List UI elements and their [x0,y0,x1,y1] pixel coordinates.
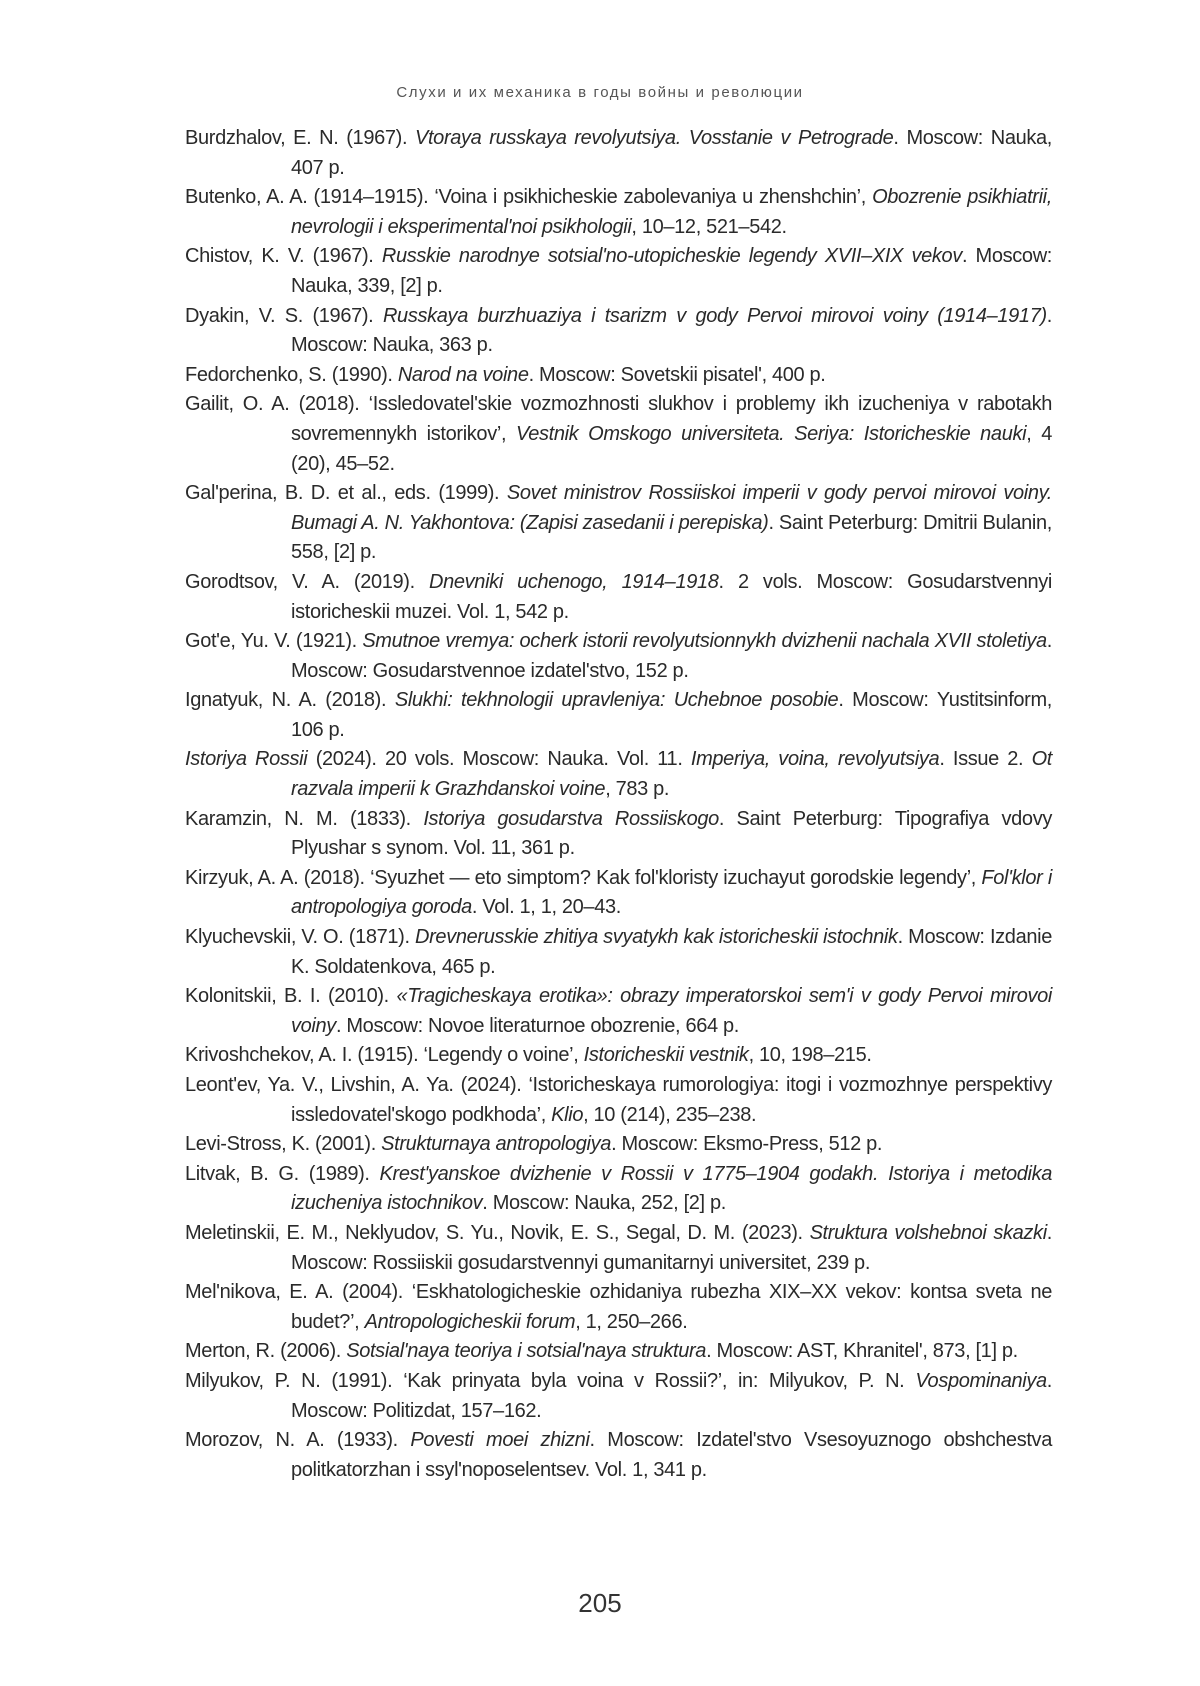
reference-text: Meletinskii, E. M., Neklyudov, S. Yu., Novik, E. S., Segal, D. M. (2023). [185,1222,810,1244]
reference-entry-merton [185,1337,1052,1367]
reference-entry-butenko [185,183,1052,242]
reference-entry-gote [185,627,1052,686]
reference-text: . Moscow: Nauka, 407 p. [291,127,1052,179]
reference-text: . Moscow: Gosudarstvennoe izdatel'stvo, 152 p. [291,630,1052,682]
reference-text: , 10, 198–215. [749,1044,872,1066]
reference-text: . Moscow: Sovetskii pisatel', 400 p. [529,364,826,386]
reference-text: Morozov, N. A. (1933). [185,1429,410,1451]
reference-text: Mel'nikova, E. A. (2004). ‘Eskhatologicheskie ozhidaniya rubezha XIX–XX vekov: kontsa sveta ne budet?’, [185,1281,1052,1333]
reference-entry-chistov [185,242,1052,301]
reference-text: . 2 vols. Moscow: Gosudarstvennyi istoricheskii muzei. Vol. 1, 542 p. [291,571,1052,623]
reference-text: , 4 (20), 45–52. [291,423,1052,475]
reference-entry-litvak [185,1160,1052,1219]
reference-text: . Moscow: Izdanie K. Soldatenkova, 465 p. [291,926,1052,978]
reference-text: Chistov, K. V. (1967). [185,245,382,267]
reference-text: . Moscow: Yustitsinform, 106 p. [291,689,1052,741]
reference-title: Imperiya, voina, revolyutsiya [691,748,939,770]
reference-entry-burdzhalov [185,124,1052,183]
reference-entry-klyuchevskii [185,923,1052,982]
reference-entry-galperina [185,479,1052,568]
reference-text: Kolonitskii, B. I. (2010). [185,985,397,1007]
reference-text: . Moscow: Nauka, 339, [2] p. [291,245,1052,297]
reference-entry-morozov [185,1426,1052,1485]
reference-text: . Issue 2. [939,748,1031,770]
reference-text: . Moscow: AST, Khranitel', 873, [1] p. [706,1340,1018,1362]
reference-text: Litvak, B. G. (1989). [185,1163,380,1185]
reference-entry-ignatyuk [185,686,1052,745]
reference-text: Levi-Stross, K. (2001). [185,1133,381,1155]
reference-entry-kirzyuk [185,864,1052,923]
reference-title: Russkie narodnye sotsial'no-utopicheskie legendy XVII–XIX vekov [382,245,962,267]
reference-title: Sotsial'naya teoriya i sotsial'naya struktura [346,1340,706,1362]
reference-text: . Moscow: Rossiiskii gosudarstvennyi gumanitarnyi universitet, 239 p. [291,1222,1052,1274]
reference-title: Ot razvala imperii k Grazhdanskoi voine [291,748,1052,800]
reference-title: Istoriya Rossii [185,748,307,770]
reference-title: Slukhi: tekhnologii upravleniya: Uchebnoe posobie [395,689,838,711]
reference-text: Gorodtsov, V. A. (2019). [185,571,429,593]
reference-text: Merton, R. (2006). [185,1340,346,1362]
reference-title: Klio [551,1104,583,1126]
reference-entry-meletinskii [185,1219,1052,1278]
reference-text: Dyakin, V. S. (1967). [185,305,383,327]
bibliography-list [185,124,1052,1485]
reference-title: Antropologicheskii forum [365,1311,576,1333]
reference-text: Kirzyuk, A. A. (2018). ‘Syuzhet — eto simptom? Kak fol'kloristy izuchayut gorodskie legendy’, [185,867,981,889]
reference-text: , 783 p. [605,778,669,800]
reference-text: . Moscow: Eksmo-Press, 512 p. [611,1133,882,1155]
reference-text: Leont'ev, Ya. V., Livshin, A. Ya. (2024). ‘Istoricheskaya rumorologiya: itogi i vozmozhnye perspektivy issledovatel'skogo podkhoda’, [185,1074,1052,1126]
reference-title: Vospominaniya [915,1370,1046,1392]
reference-entry-milyukov [185,1367,1052,1426]
reference-title: Istoriya gosudarstva Rossiiskogo [423,808,719,830]
reference-title: Struktura volshebnoi skazki [810,1222,1047,1244]
reference-title: Narod na voine [398,364,529,386]
reference-title: Russkaya burzhuaziya i tsarizm v gody Pervoi mirovoi voiny (1914–1917) [383,305,1047,327]
reference-entry-krivoshchekov [185,1041,1052,1071]
reference-title: Smutnoe vremya: ocherk istorii revolyutsionnykh dvizhenii nachala XVII stoletiya [362,630,1046,652]
reference-entry-karamzin [185,805,1052,864]
reference-text: . Moscow: Izdatel'stvo Vsesoyuznogo obshchestva politkatorzhan i ssyl'noposelentsev. Vol. 1, 341 p. [291,1429,1052,1481]
reference-entry-dyakin [185,302,1052,361]
reference-text: , 10–12, 521–542. [631,216,786,238]
reference-text: . Moscow: Nauka, 363 p. [291,305,1052,357]
page-number: 205 [0,1588,1200,1619]
reference-entry-kolonitskii [185,982,1052,1041]
reference-text: . Moscow: Nauka, 252, [2] p. [482,1192,726,1214]
reference-text: Gailit, O. A. (2018). ‘Issledovatel'skie vozmozhnosti slukhov i problemy ikh izucheniya v rabotakh sovremennykh istorikov’, [185,393,1052,445]
reference-title: Povesti moei zhizni [410,1429,589,1451]
reference-text: (2024). 20 vols. Moscow: Nauka. Vol. 11. [307,748,691,770]
reference-text: Got'e, Yu. V. (1921). [185,630,362,652]
reference-text: , 1, 250–266. [575,1311,687,1333]
reference-title: Istoricheskii vestnik [584,1044,749,1066]
reference-entry-gorodtsov [185,568,1052,627]
reference-text: Gal'perina, B. D. et al., eds. (1999). [185,482,507,504]
reference-text: . Moscow: Novoe literaturnoe obozrenie, 664 p. [336,1015,739,1037]
reference-title: Vestnik Omskogo universiteta. Seriya: Istoricheskie nauki [516,423,1026,445]
reference-entry-gailit [185,390,1052,479]
reference-entry-levi-stross [185,1130,1052,1160]
reference-text: Ignatyuk, N. A. (2018). [185,689,395,711]
reference-entry-melnikova [185,1278,1052,1337]
reference-title: «Tragicheskaya erotika»: obrazy imperatorskoi sem'i v gody Pervoi mirovoi voiny [291,985,1052,1037]
reference-text: , 10 (214), 235–238. [583,1104,756,1126]
reference-text: . Vol. 1, 1, 20–43. [472,896,621,918]
reference-title: Drevnerusskie zhitiya svyatykh kak istoricheskii istochnik [415,926,898,948]
reference-text: Burdzhalov, E. N. (1967). [185,127,415,149]
reference-text: . Saint Peterburg: Tipografiya vdovy Plyushar s synom. Vol. 11, 361 p. [291,808,1052,860]
reference-text: Butenko, A. A. (1914–1915). ‘Voina i psikhicheskie zabolevaniya u zhenshchin’, [185,186,872,208]
reference-text: Karamzin, N. M. (1833). [185,808,423,830]
reference-title: Vtoraya russkaya revolyutsiya. Vosstanie v Petrograde [415,127,893,149]
reference-text: Fedorchenko, S. (1990). [185,364,398,386]
reference-title: Obozrenie psikhiatrii, nevrologii i eksperimental'noi psikhologii [291,186,1052,238]
running-header: Слухи и их механика в годы войны и революции [0,84,1200,101]
reference-title: Sovet ministrov Rossiiskoi imperii v gody pervoi mirovoi voiny. Bumagi A. N. Yakhontova: (Zapisi zasedanii i perepiska) [291,482,1052,534]
reference-text: Milyukov, P. N. (1991). ‘Kak prinyata byla voina v Rossii?’, in: Milyukov, P. N. [185,1370,915,1392]
reference-entry-fedorchenko [185,361,1052,391]
reference-text: . Saint Peterburg: Dmitrii Bulanin, 558, [2] p. [291,512,1052,564]
reference-title: Krest'yanskoe dvizhenie v Rossii v 1775–1904 godakh. Istoriya i metodika izucheniya istochnikov [291,1163,1052,1215]
reference-title: Fol'klor i antropologiya goroda [291,867,1052,919]
reference-entry-leontev [185,1071,1052,1130]
reference-text: Krivoshchekov, A. I. (1915). ‘Legendy o voine’, [185,1044,584,1066]
reference-title: Strukturnaya antropologiya [381,1133,611,1155]
reference-text: Klyuchevskii, V. O. (1871). [185,926,415,948]
reference-entry-istoriya-rossii [185,745,1052,804]
reference-title: Dnevniki uchenogo, 1914–1918 [429,571,719,593]
reference-text: . Moscow: Politizdat, 157–162. [291,1370,1052,1422]
